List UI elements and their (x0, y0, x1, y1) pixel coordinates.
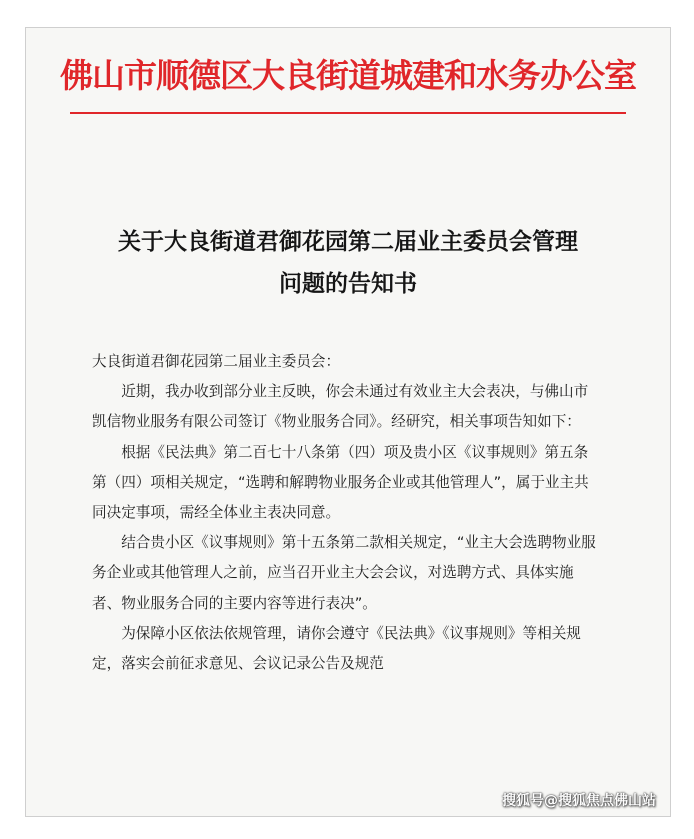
paragraph-1: 近期，我办收到部分业主反映，你会未通过有效业主大会表决，与佛山市凯信物业服务有限公司签订《物业服务合同》。经研究，相关事项告知如下： (92, 383, 589, 431)
letterhead-red-rule (70, 112, 626, 114)
document-title-line-2: 问题的告知书 (279, 270, 417, 297)
salutation: 大良街道君御花园第二届业主委员会： (92, 353, 341, 370)
paragraph-3: 结合贵小区《议事规则》第十五条第二款相关规定，“业主大会选聘物业服务企业或其他管理人之前，应当召开业主大会会议，对选聘方式、具体实施者、物业服务合同的主要内容等进行表决”。 (92, 534, 596, 612)
document-page (25, 27, 671, 817)
letterhead-org-name: 佛山市顺德区大良街道城建和水务办公室 (60, 56, 636, 95)
document-title (26, 221, 670, 305)
document-body (92, 347, 597, 679)
paragraph-4: 为保障小区依法依规管理，请你会遵守《民法典》《议事规则》等相关规定，落实会前征求意见、会议记录公告及规范 (92, 624, 581, 673)
watermark: 搜狐号@搜狐焦点佛山站 (502, 793, 656, 809)
document-title-line-1: 关于大良街道君御花园第二届业主委员会管理 (118, 228, 578, 255)
paragraph-2: 根据《民法典》第二百七十八条第（四）项及贵小区《议事规则》第五条第（四）项相关规定，“选聘和解聘物业服务企业或其他管理人”，属于业主共同决定事项，需经全体业主表决同意。 (92, 443, 589, 522)
